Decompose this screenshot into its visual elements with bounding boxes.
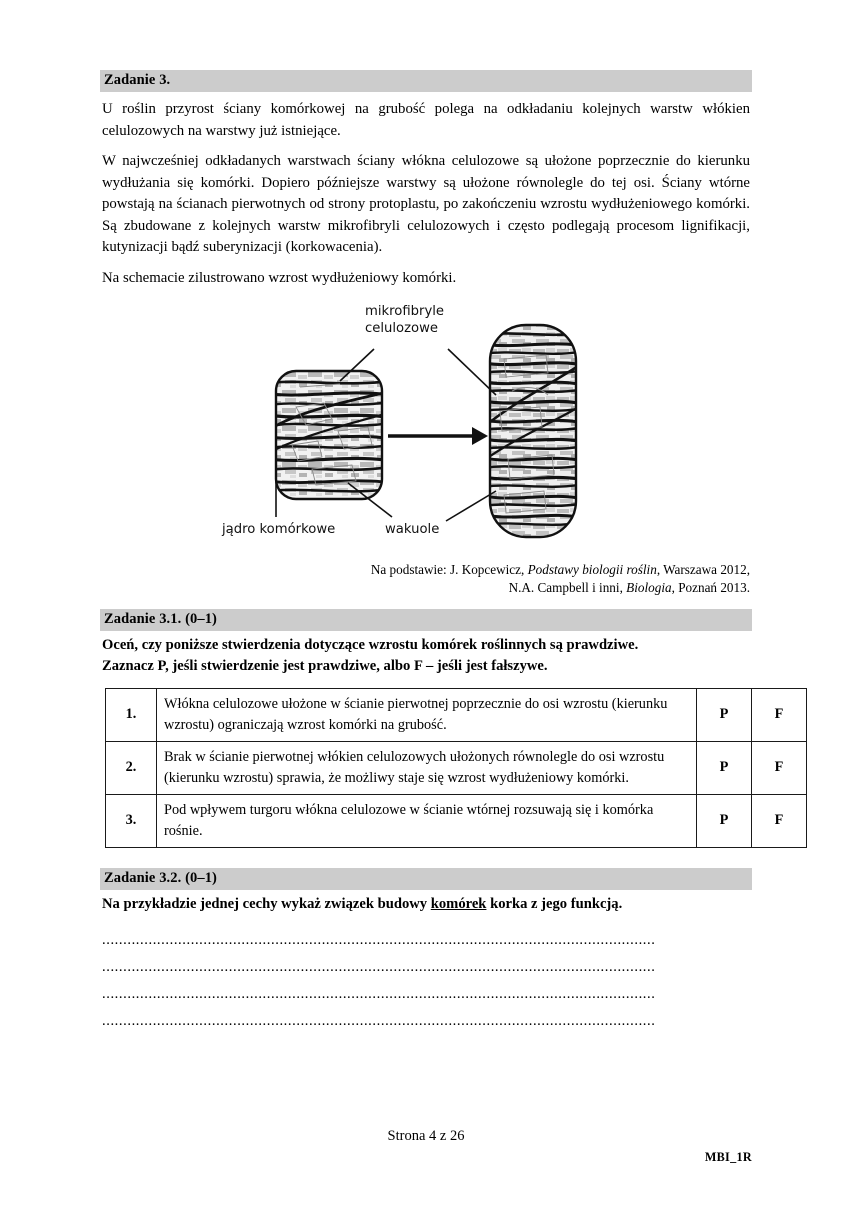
- task-3-2-instruction-before: Na przykładzie jednej cechy wykaż związek budowy: [102, 896, 431, 912]
- task-3-1-instruction-line-2: Zaznacz P, jeśli stwierdzenie jest prawdziwe, albo F – jeśli jest fałszywe.: [102, 658, 548, 674]
- task-3-2-instruction-underlined: komórek: [430, 896, 487, 912]
- young-cell-shape: [268, 371, 392, 499]
- row-option-false[interactable]: F: [752, 742, 807, 795]
- task-3-paragraph-3: Na schemacie zilustrowano wzrost wydłużeniowy komórki.: [102, 269, 457, 286]
- row-number: 1.: [106, 689, 157, 742]
- source-line-2: [100, 579, 750, 597]
- label-nucleus: jądro komórkowe: [222, 522, 336, 537]
- source-line-1-suffix: , Warszawa 2012,: [656, 562, 750, 577]
- cell-elongation-diagram: [100, 299, 752, 557]
- exam-code-footer: MBI_1R: [704, 1150, 752, 1164]
- row-option-false[interactable]: F: [752, 795, 807, 848]
- task-3-1-instruction-line-1: Oceń, czy poniższe stwierdzenia dotyczące wzrostu komórek roślinnych są prawdziwe.: [102, 637, 639, 653]
- row-statement: Włókna celulozowe ułożone w ścianie pierwotnej poprzecznie do osi wzrostu (kierunku wzrostu) ograniczają wzrost komórki na grubość.: [157, 689, 697, 742]
- answer-line[interactable]: ...................................................................................................................................: [102, 1013, 656, 1029]
- source-line-2-prefix: N.A. Campbell i inni,: [508, 580, 627, 595]
- label-vacuoles: wakuole: [385, 522, 440, 537]
- label-microfibrils-line-2: celulozowe: [365, 321, 439, 336]
- page-content: [100, 70, 784, 1040]
- label-microfibrils-line-1: mikrofibryle: [365, 304, 445, 319]
- elongated-cell-shape: [484, 325, 586, 537]
- source-line-2-title: Biologia: [626, 580, 672, 595]
- answer-line[interactable]: ...................................................................................................................................: [102, 959, 656, 975]
- row-option-true[interactable]: P: [697, 795, 752, 848]
- table-row: [106, 689, 807, 742]
- task-3-2-instruction-after: korka z jego funkcją.: [486, 896, 623, 912]
- answer-area[interactable]: [100, 932, 752, 1040]
- diagram-svg: [100, 299, 752, 557]
- task-3-paragraph-1: U roślin przyrost ściany komórkowej na grubość polega na odkładaniu kolejnych warstw włókien celulozowych na warstwy już istniejące.: [102, 101, 750, 139]
- row-statement: Pod wpływem turgoru włókna celulozowe w ścianie wtórnej rozsuwają się i komórka rośnie.: [157, 795, 697, 848]
- row-statement: Brak w ścianie pierwotnej włókien celulozowych ułożonych równolegle do osi wzrostu (kierunku wzrostu) sprawia, że możliwy staje się wzrost wydłużeniowy komórki.: [157, 742, 697, 795]
- task-3-header: Zadanie 3.: [100, 70, 752, 92]
- source-line-2-suffix: , Poznań 2013.: [671, 580, 750, 595]
- task-3-1-header: Zadanie 3.1. (0–1): [100, 609, 752, 631]
- true-false-table: [105, 688, 807, 848]
- row-option-true[interactable]: P: [697, 742, 752, 795]
- answer-line[interactable]: ...................................................................................................................................: [102, 932, 656, 948]
- row-option-false[interactable]: F: [752, 689, 807, 742]
- source-line-1-title: Podstawy biologii roślin: [527, 562, 657, 577]
- task-3-2-header: Zadanie 3.2. (0–1): [100, 868, 752, 890]
- row-number: 3.: [106, 795, 157, 848]
- row-option-true[interactable]: P: [697, 689, 752, 742]
- growth-arrow: [388, 427, 488, 445]
- answer-line[interactable]: ...................................................................................................................................: [102, 986, 656, 1002]
- table-row: [106, 795, 807, 848]
- source-line-1: [100, 561, 750, 579]
- source-line-1-prefix: Na podstawie: J. Kopcewicz,: [370, 562, 528, 577]
- label-microfibrils: [365, 303, 444, 337]
- source-citation: [100, 561, 752, 597]
- page-number-footer: Strona 4 z 26: [387, 1128, 465, 1144]
- table-row: [106, 742, 807, 795]
- task-3-2-instruction: [102, 894, 750, 915]
- task-3-paragraph-2: W najwcześniej odkładanych warstwach ściany włókna celulozowe są ułożone poprzecznie do kierunku wydłużania się komórki. Dopiero późniejsze warstwy są ułożone równolegle do tej osi. Ściany wtórne powstają na ścianach pierwotnych od strony protoplastu, po zakończeniu wzrostu wydłużeniowego komórki. Są zbudowane z kolejnych warstw mikrofibryli celulozowych i często podlegają procesom lignifikacji, kutynizacji bądź suberynizacji (korkowacenia).: [102, 153, 750, 255]
- row-number: 2.: [106, 742, 157, 795]
